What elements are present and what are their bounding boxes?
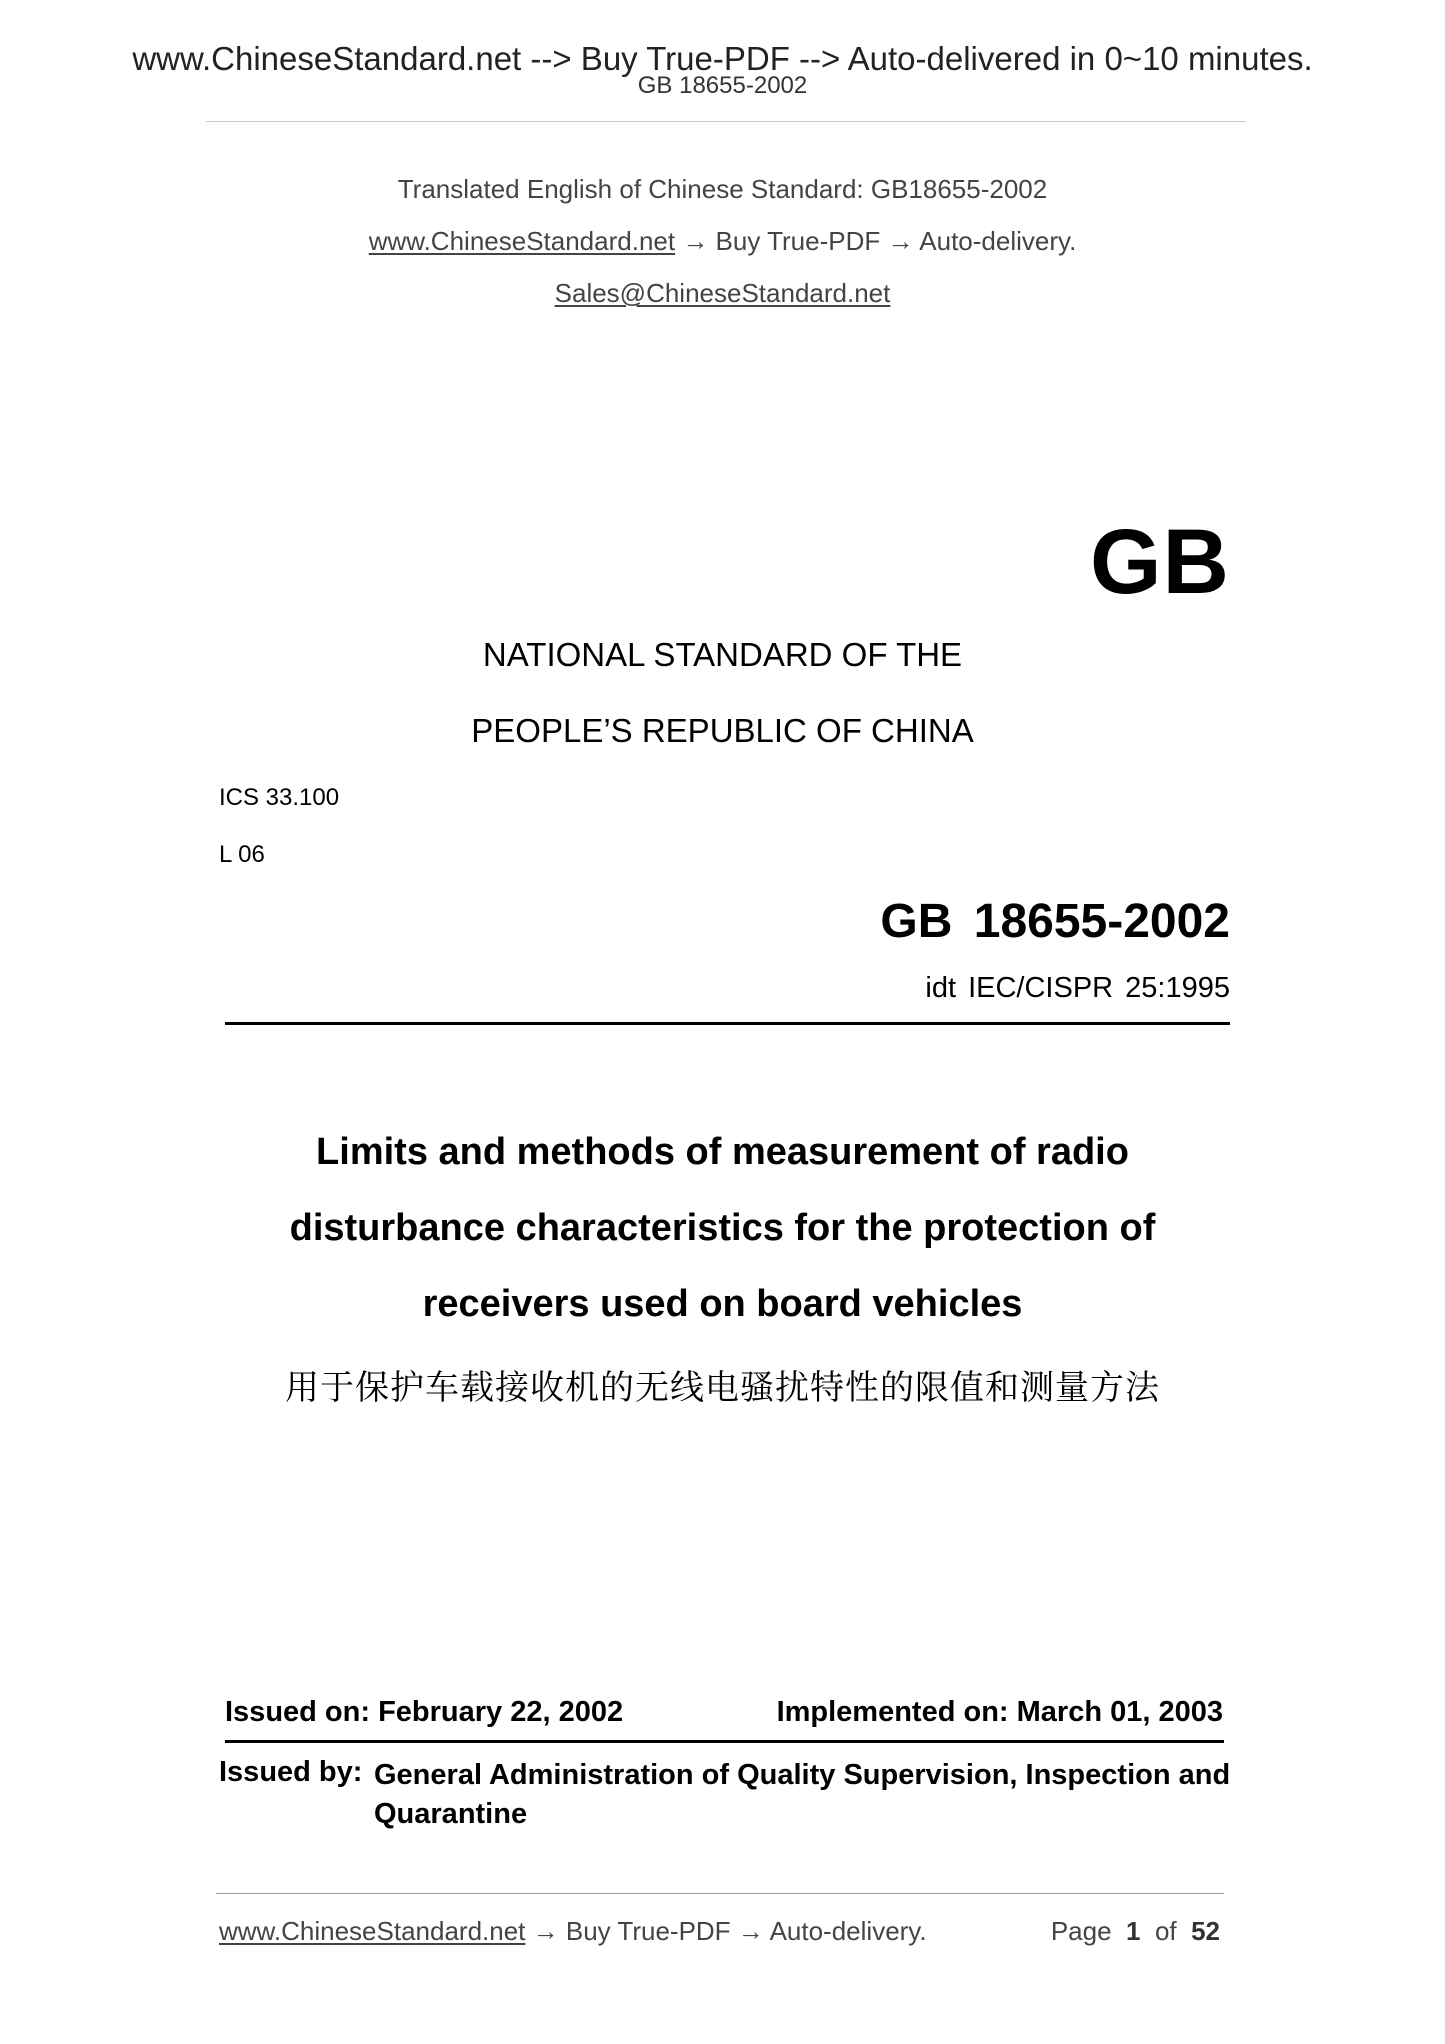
sales-email-link[interactable]: Sales@ChineseStandard.net bbox=[554, 278, 891, 308]
translated-title: Translated English of Chinese Standard: GB18655-2002 bbox=[397, 174, 1048, 204]
idt-reference: idt IEC/CISPR 25:1995 bbox=[925, 972, 1230, 1004]
classification-code: L 06 bbox=[219, 841, 265, 868]
implemented-on-date: Implemented on: March 01, 2003 bbox=[776, 1696, 1223, 1728]
title-line-2: disturbance characteristics for the protection of bbox=[289, 1207, 1156, 1249]
ics-code: ICS 33.100 bbox=[219, 784, 340, 811]
sales-line bbox=[0, 278, 1445, 309]
footer-buy-line bbox=[219, 1916, 927, 1947]
national-standard-line-2: PEOPLE’S REPUBLIC OF CHINA bbox=[471, 712, 974, 749]
page-of: of bbox=[1154, 1916, 1177, 1946]
header-standard-code: GB 18655-2002 bbox=[637, 72, 808, 99]
issued-by-label: Issued by: bbox=[219, 1756, 363, 1788]
header-divider bbox=[206, 121, 1246, 122]
gb-mark: GB bbox=[1090, 511, 1230, 613]
page-total: 52 bbox=[1191, 1916, 1220, 1946]
chinese-title: 用于保护车载接收机的无线电骚扰特性的限值和测量方法 bbox=[285, 1368, 1160, 1408]
buy-line bbox=[0, 226, 1445, 257]
issued-on-date: Issued on: February 22, 2002 bbox=[225, 1696, 624, 1728]
top-banner: www.ChineseStandard.net --> Buy True-PDF --> Auto-delivered in 0~10 minutes. bbox=[132, 40, 1313, 77]
page-label: Page bbox=[1050, 1916, 1112, 1946]
title-line-3: receivers used on board vehicles bbox=[422, 1283, 1023, 1325]
page-current: 1 bbox=[1126, 1916, 1141, 1946]
footer-divider bbox=[216, 1893, 1224, 1894]
title-line-1: Limits and methods of measurement of radio bbox=[316, 1131, 1129, 1173]
page-indicator bbox=[1051, 1916, 1220, 1947]
dates-divider bbox=[225, 1740, 1224, 1743]
national-standard-line-1: NATIONAL STANDARD OF THE bbox=[482, 636, 963, 673]
issued-by-value: General Administration of Quality Supervision, Inspection and Quarantine bbox=[374, 1759, 1231, 1830]
standard-number: GB 18655-2002 bbox=[880, 895, 1230, 948]
title-divider bbox=[225, 1022, 1230, 1025]
buy-text: → Buy True-PDF → Auto-delivery. bbox=[675, 226, 1077, 256]
site-link[interactable]: www.ChineseStandard.net bbox=[368, 226, 676, 256]
footer-site-link[interactable]: www.ChineseStandard.net bbox=[219, 1916, 526, 1946]
footer-buy-text: → Buy True-PDF → Auto-delivery. bbox=[525, 1916, 927, 1946]
